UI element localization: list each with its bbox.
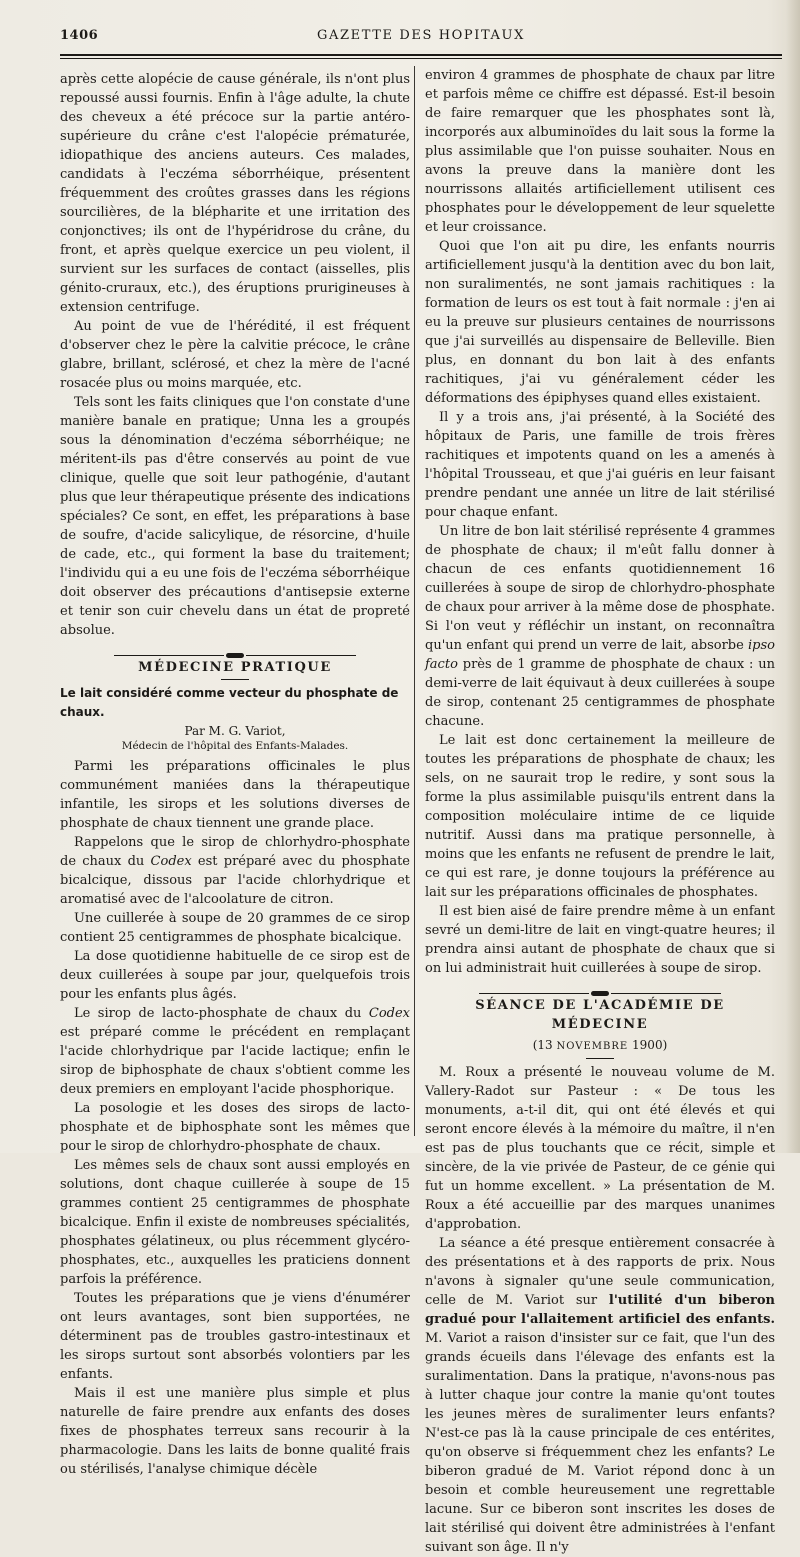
header-rule-thin xyxy=(60,58,782,59)
section-ornament xyxy=(60,646,410,654)
paragraph: Il est bien aisé de faire prendre même à un enfant sevré un demi-litre de lait en vingt-quatre heures; il prendra ainsi autant de phosphate de chaux que si on lui administrait huit cuillerées à soupe de sirop. xyxy=(425,904,775,976)
paragraph: Un litre de bon lait stérilisé représente 4 grammes de phosphate de chaux; il m'eût fallu donner à chacun de ces enfants quotidiennement 16 cuillerées à soupe de sirop de chlorhydro-phosphate de chaux pour arriver à la même dose de phosphate. Si l'on veut y réfléchir un instant, on reconnaîtra qu'un enfant qui prend un verre de lait, absorbe ipso facto près de 1 gramme de phosphate de chaux : un demi-verre de lait équivaut à deux cuillerées à soupe de sirop, contenant 25 centigrammes de phosphate chacune. xyxy=(425,524,775,729)
page-edge-shadow xyxy=(786,0,800,1153)
page-header xyxy=(60,28,782,50)
paragraph: Quoi que l'on ait pu dire, les enfants nourris artificiellement jusqu'à la dentition avec du bon lait, non suralimentés, ne sont jamais rachitiques : la formation de leurs os est tout à fait normale : j'en ai eu la preuve sur plusieurs centaines de nourrissons que j'ai surveillés au dispensaire de Belleville. Bien plus, en donnant du bon lait à des enfants rachitiques, j'ai vu généralement céder les déformations des épiphyses quand elles existaient. xyxy=(425,239,775,406)
divider xyxy=(221,679,249,680)
paragraph: Mais il est une manière plus simple et plus naturelle de faire prendre aux enfants des doses fixes de phosphates terreux sans recourir à la pharmacologie. Dans les laits de bonne qualité frais ou stérilisés, l'analyse chimique décèle xyxy=(60,1386,410,1477)
left-column xyxy=(60,70,410,1479)
section-title: SÉANCE DE L'ACADÉMIE DE MÉDECINE xyxy=(475,998,725,1032)
paragraph: Rappelons que le sirop de chlorhydro-phosphate de chaux du Codex est préparé avec du phosphate bicalcique, dissous par l'acide chlorhydrique et aromatisé avec de l'alcoolature de citron. xyxy=(60,835,410,907)
byline: Par M. G. Variot, xyxy=(184,724,286,738)
author-affiliation: Médecin de l'hôpital des Enfants-Malades. xyxy=(121,740,349,752)
paragraph: M. Roux a présenté le nouveau volume de M. Vallery-Radot sur Pasteur : « De tous les monuments, a-t-il dit, qui ont été élevés et qui seront encore élevés à la mémoire du maître, il n'en est pas de plus touchants que ce récit, simple et sincère, de la vie privée de Pasteur, de ce génie qui fut un homme excellent. » La présentation de M. Roux a été accueillie par des marques unanimes d'approbation. xyxy=(425,1065,775,1232)
divider xyxy=(586,1058,614,1059)
section-title: MÉDECINE PRATIQUE xyxy=(138,660,332,675)
paragraph: Le lait est donc certainement la meilleure de toutes les préparations de phosphate de chaux; les sels, on ne saurait trop le redire, y sont sous la forme la plus assimilable puisqu'ils entrent dans la composition moléculaire intime de ce liquide nutritif. Aussi dans ma pratique personnelle, à moins que les enfants ne refusent de prendre le lait, ce qui est rare, je donne toujours la préférence au lait sur les préparations officinales de phosphates. xyxy=(425,733,775,900)
session-date: (13 NOVEMBRE 1900) xyxy=(532,1038,668,1052)
paragraph: Il y a trois ans, j'ai présenté, à la Société des hôpitaux de Paris, une famille de trois frères rachitiques et impotents quand on les a amenés à l'hôpital Trousseau, et que j'ai guéris en leur faisant prendre pendant une année un litre de lait stérilisé pour chaque enfant. xyxy=(425,410,775,520)
paragraph: Une cuillerée à soupe de 20 grammes de ce sirop contient 25 centigrammes de phosphate bicalcique. xyxy=(60,911,410,945)
page-number: 1406 xyxy=(60,28,99,43)
right-column xyxy=(425,66,775,1557)
paragraph: Au point de vue de l'hérédité, il est fréquent d'observer chez le père la calvitie précoce, le crâne glabre, brillant, sclérosé, et chez la mère de l'acné rosacée plus ou moins marquée, etc. xyxy=(60,319,410,391)
paragraph: environ 4 grammes de phosphate de chaux par litre et parfois même ce chiffre est dépassé. Est-il besoin de faire remarquer que les phosphates sont là, incorporés aux albuminoïdes du lait sous la forme la plus assimilable que l'on puisse souhaiter. Nous en avons la preuve dans la manière dont les nourrissons allaités artificiellement utilisent ces phosphates pour le développement de leur squelette et leur croissance. xyxy=(425,68,775,235)
column-divider xyxy=(414,66,415,1136)
paragraph: Tels sont les faits cliniques que l'on constate d'une manière banale en pratique; Unna les a groupés sous la dénomination d'eczéma séborrhéique; ne méritent-ils pas d'être conservés au point de vue clinique, quelle que soit leur pathogénie, d'autant plus que leur thérapeutique présente des indications spéciales? Ce sont, en effet, les préparations à base de soufre, d'acide salicylique, de résorcine, d'huile de cade, etc., qui forment la base du traitement; l'individu qui a eu une fois de l'eczéma séborrhéique doit observer des précautions d'antisepsie externe et tenir son cuir chevelu dans un état de propreté absolue. xyxy=(60,395,410,638)
paragraph: La dose quotidienne habituelle de ce sirop est de deux cuillerées à soupe par jour, quelquefois trois pour les enfants plus âgés. xyxy=(60,949,410,1002)
paragraph: Les mêmes sels de chaux sont aussi employés en solutions, dont chaque cuillerée à soupe de 15 grammes contient 25 centigrammes de phosphate bicalcique. Enfin il existe de nombreuses spécialités, phosphates gélatineux, ou plus récemment glycéro-phosphates, etc., auxquelles les praticiens donnent parfois la préférence. xyxy=(60,1158,410,1287)
header-rule xyxy=(60,54,782,56)
paragraph: Le sirop de lacto-phosphate de chaux du Codex est préparé comme le précédent en remplaçant l'acide chlorhydrique par l'acide lactique; enfin le sirop de biphosphate de chaux s'obtient comme les deux premiers en employant l'acide phosphorique. xyxy=(60,1006,410,1097)
running-title: GAZETTE DES HOPITAUX xyxy=(317,28,525,43)
paragraph: La posologie et les doses des sirops de lacto-phosphate et de biphosphate sont les mêmes que pour le sirop de chlorhydro-phosphate de chaux. xyxy=(60,1101,410,1154)
paragraph: La séance a été presque entièrement consacrée à des présentations et à des rapports de prix. Nous n'avons à signaler qu'une seule communication, celle de M. Variot sur l'utilité d'un biberon gradué pour l'allaitement artificiel des enfants. M. Variot a raison d'insister sur ce fait, que l'un des grands écueils dans l'élevage des enfants est la suralimentation. Dans la pratique, n'avons-nous pas à lutter chaque jour contre la manie qu'ont toutes les jeunes mères de suralimenter leurs enfants? N'est-ce pas là la cause principale de ces entérites, qu'on observe si fréquemment chez les enfants? Le biberon gradué de M. Variot répond donc à un besoin et comble heureusement une regrettable lacune. Sur ce biberon sont inscrites les doses de lait stérilisé qui doivent être administrées à l'enfant suivant son âge. Il n'y xyxy=(425,1236,776,1555)
paragraph: Toutes les préparations que je viens d'énumérer ont leurs avantages, sont bien supportées, ne déterminent pas de troubles gastro-intestinaux et les sirops surtout sont absorbés volontiers par les enfants. xyxy=(60,1291,410,1382)
article-title: Le lait considéré comme vecteur du phosphate de chaux. xyxy=(60,686,399,719)
paragraph: après cette alopécie de cause générale, ils n'ont plus repoussé aussi fournis. Enfin à l'âge adulte, la chute des cheveux a été précoce sur la partie antéro-supérieure du crâne c'est l'alopécie prématurée, idiopathique des anciens auteurs. Ces malades, candidats à l'eczéma séborrhéique, présentent fréquemment des croûtes grasses dans les régions sourcilières, de la blépharite et une irritation des conjonctives; ils ont de l'hypéridrose du crâne, du front, et après quelque exercice un peu violent, il survient sur les surfaces de contact (aisselles, plis génito-cruraux, etc.), des éruptions prurigineuses à extension centrifuge. xyxy=(60,72,410,315)
section-ornament xyxy=(425,984,775,992)
paragraph: Parmi les préparations officinales le plus communément maniées dans la thérapeutique infantile, les sirops et les solutions diverses de phosphate de chaux tiennent une grande place. xyxy=(60,759,410,831)
